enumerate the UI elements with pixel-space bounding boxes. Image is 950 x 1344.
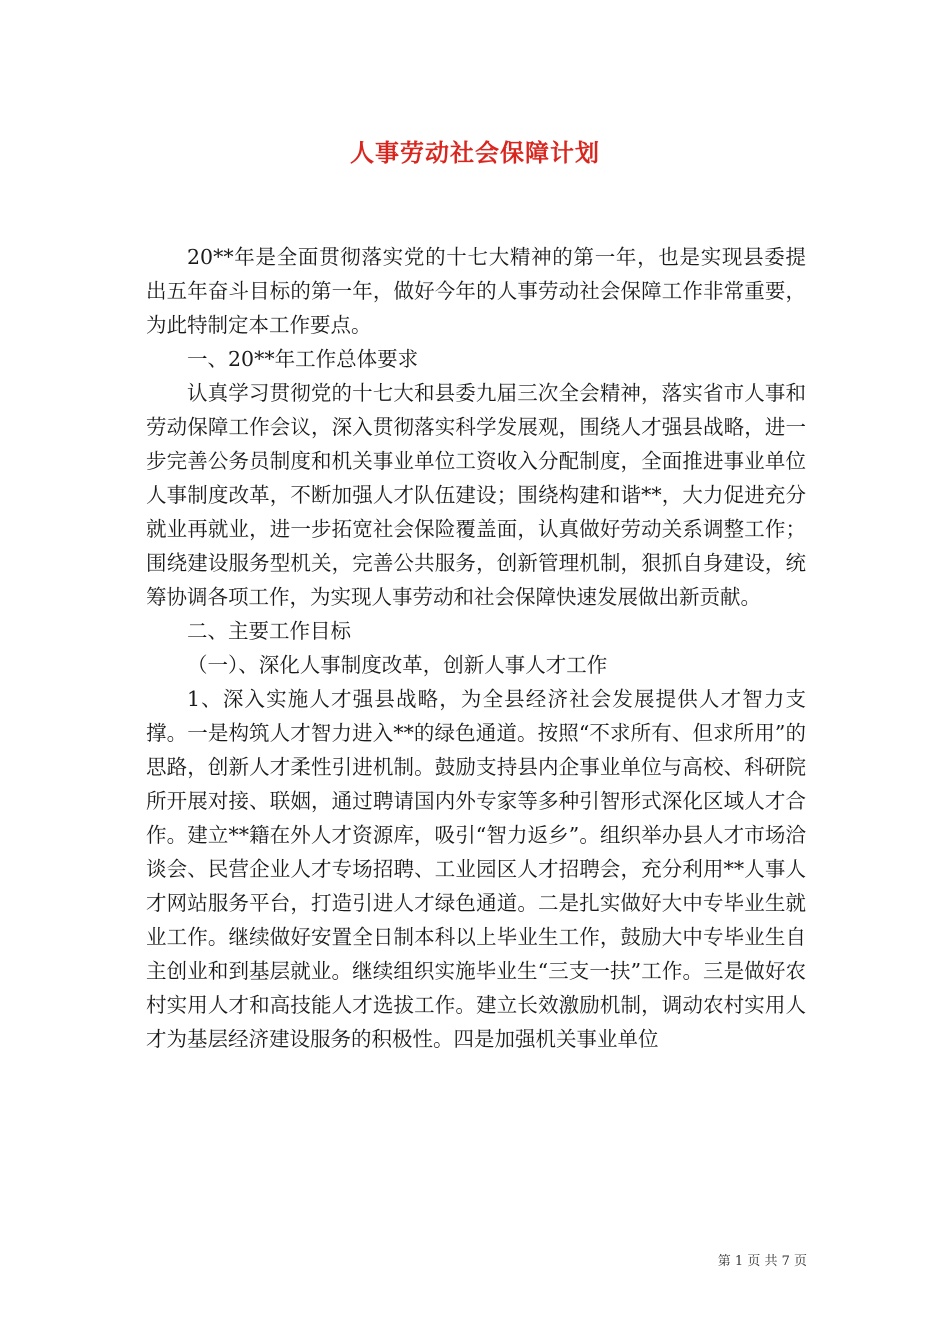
section-heading-1: 一、20**年工作总体要求 xyxy=(187,347,419,371)
document-title: 人事劳动社会保障计划 xyxy=(350,138,600,167)
item-1-paragraph: 1、深入实施人才强县战略，为全县经济社会发展提供人才智力支撑。一是构筑人才智力进入**的绿色通道。按照“不求所有、但求所用”的思路，创新人才柔性引进机制。鼓励支持县内企事业单位与高校、科研院所开展对接、联姻，通过聘请国内外专家等多种引智形式深化区域人才合作。建立**籍在外人才资源库，吸引“智力返乡”。组织举办县人才市场洽谈会、民营企业人才专场招聘、工业园区人才招聘会，充分利用**人事人才网站服务平台，打造引进人才绿色通道。二是扎实做好大中专毕业生就业工作。继续做好安置全日制本科以上毕业生工作，鼓励大中专毕业生自主创业和到基层就业。继续组织实施毕业生“三支一扶”工作。三是做好农村实用人才和高技能人才选拔工作。建立长效激励机制，调动农村实用人才为基层经济建设服务的积极性。四是加强机关事业单位 xyxy=(146,687,806,1051)
subsection-heading-1: （一）、深化人事制度改革，创新人事人才工作 xyxy=(187,653,608,677)
requirements-paragraph: 认真学习贯彻党的十七大和县委九届三次全会精神，落实省市人事和劳动保障工作会议，深入贯彻落实科学发展观，围绕人才强县战略，进一步完善公务员制度和机关事业单位工资收入分配制度，全面推进事业单位人事制度改革，不断加强人才队伍建设；围绕构建和谐**，大力促进充分就业再就业，进一步拓宽社会保险覆盖面，认真做好劳动关系调整工作；围绕建设服务型机关，完善公共服务，创新管理机制，狠抓自身建设，统筹协调各项工作，为实现人事劳动和社会保障快速发展做出新贡献。 xyxy=(146,381,806,609)
document-body xyxy=(146,240,806,1056)
page-number: 第 1 页 共 7 页 xyxy=(717,1254,807,1269)
section-heading-2: 二、主要工作目标 xyxy=(187,619,351,643)
intro-paragraph: 20**年是全面贯彻落实党的十七大精神的第一年，也是实现县委提出五年奋斗目标的第一年，做好今年的人事劳动社会保障工作非常重要，为此特制定本工作要点。 xyxy=(146,245,806,337)
